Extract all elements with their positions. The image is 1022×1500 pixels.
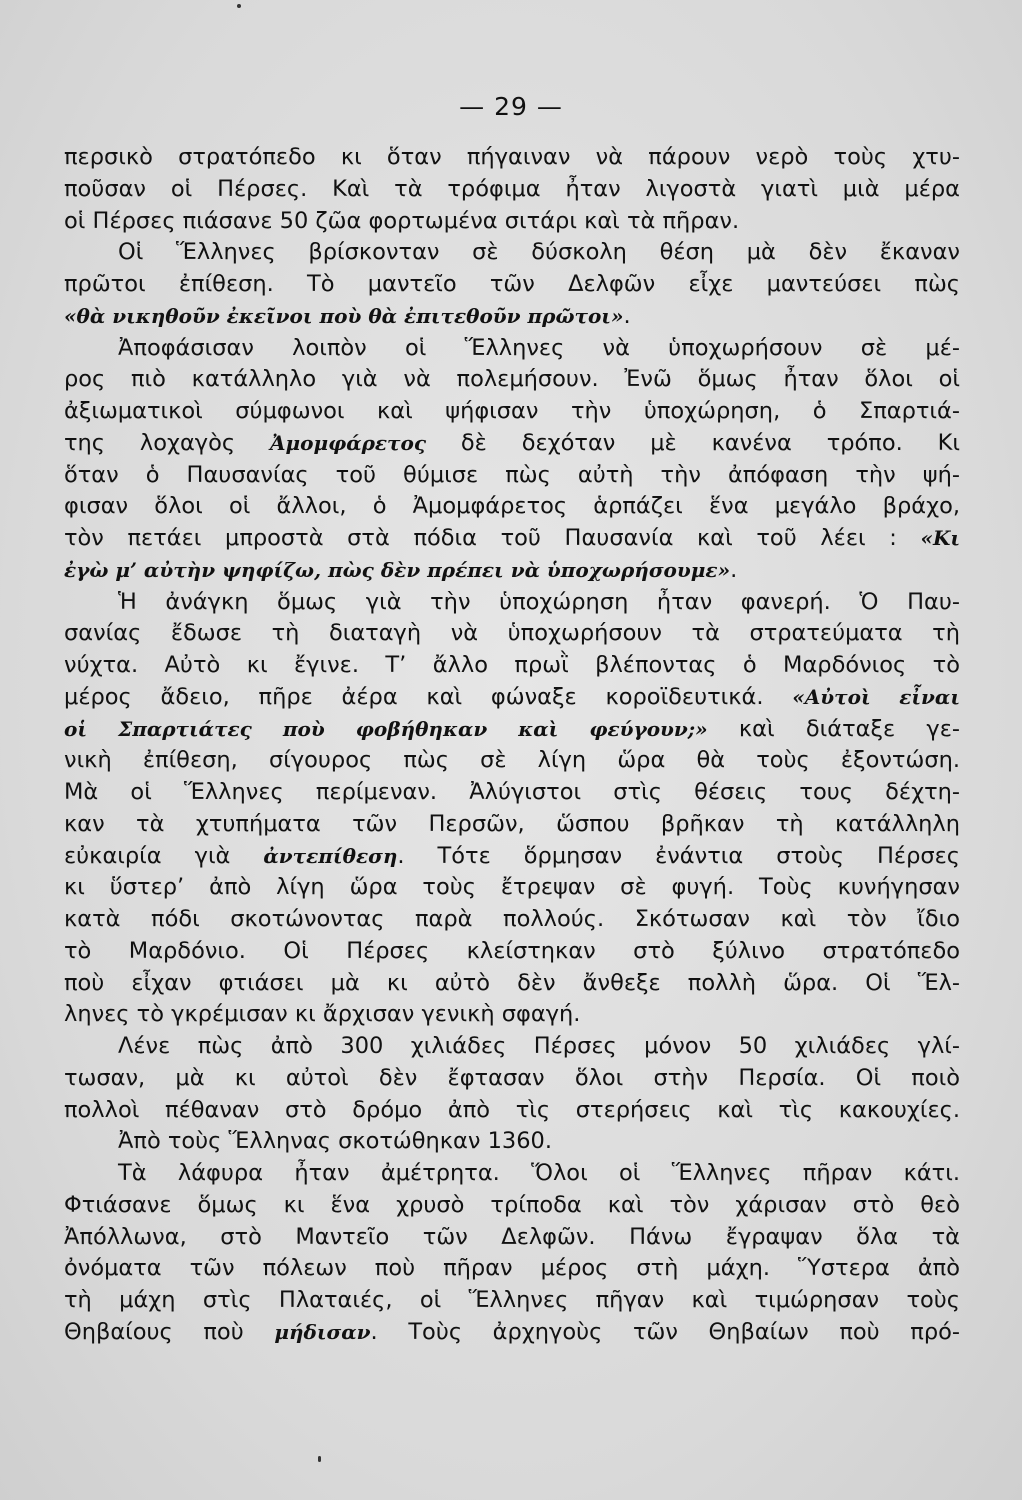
paper-speck [318,1456,321,1462]
text-line [64,428,960,460]
text-line: ποῦσαν οἱ Πέρσες. Καὶ τὰ τρόφιμα ἦταν λιγοστὰ γιατὶ μιὰ μέρα [64,175,960,202]
text-segment: . Τότε ὅρμησαν ἐνάντια στοὺς Πέρσες [397,842,960,869]
text-line [64,714,960,746]
text-line: πρῶτοι ἐπίθεση. Τὸ μαντεῖο τῶν Δελφῶν εἶχε μαντεύσει πὼς [64,271,960,297]
text-line: τὸ Μαρδόνιο. Οἱ Πέρσες κλείστηκαν στὸ ξύλινο στρατόπεδο [64,937,960,964]
page-number: — 29 — [459,92,563,121]
text-line: τωσαν, μὰ κι αὐτοὶ δὲν ἔφτασαν ὅλοι στὴν Περσία. Οἱ ποιὸ [64,1064,960,1091]
text-line: Ἀποφάσισαν λοιπὸν οἱ Ἕλληνες νὰ ὑποχωρήσουν σὲ μέ- [118,334,960,361]
text-line: κι ὕστερ’ ἀπὸ λίγη ὥρα τοὺς ἔτρεψαν σὲ φυγή. Τοὺς κυνήγησαν [64,874,960,901]
emphasized-text: μήδισαν [274,1319,371,1344]
text-segment: καὶ διάταξε γε- [707,715,960,742]
text-line: Ἀπὸ τοὺς Ἕλληνας σκοτώθηκαν 1360. [118,1128,552,1155]
text-line: Φτιάσανε ὅμως κι ἕνα χρυσὸ τρίποδα καὶ τὸν χάρισαν στὸ θεὸ [64,1191,960,1218]
text-line: Οἱ Ἕλληνες βρίσκονταν σὲ δύσκολη θέση μὰ δὲν ἔκαναν [118,239,960,266]
text-line [64,841,960,873]
text-line [64,682,960,714]
emphasized-text: ἀντεπίθεση [263,843,398,868]
text-line: Ἀπόλλωνα, στὸ Μαντεῖο τῶν Δελφῶν. Πάνω ἔγραψαν ὅλα τὰ [64,1223,960,1250]
text-segment: . [623,302,631,329]
text-segment: δὲ δεχόταν μὲ κανένα τρόπο. Κι [426,429,960,456]
text-line: ὅταν ὁ Παυσανίας τοῦ θύμισε πὼς αὐτὴ τὴν ἀπόφαση τὴν ψή- [64,461,960,488]
emphasized-text: οἱ Σπαρτιάτες ποὺ φοβήθηκαν καὶ φεύγουν;» [64,716,708,741]
text-line: ρος πιὸ κατάλληλο γιὰ νὰ πολεμήσουν. Ἐνῶ ὅμως ἦταν ὅλοι οἱ [64,366,960,393]
text-line [64,523,960,555]
text-segment: . [730,556,738,583]
text-line: σανίας ἔδωσε τὴ διαταγὴ νὰ ὑποχωρήσουν τὰ στρατεύματα τὴ [64,620,960,647]
text-line: οἱ Πέρσες πιάσανε 50 ζῶα φορτωμένα σιτάρι καὶ τὰ πῆραν. [64,207,740,234]
text-line: πολλοὶ πέθαναν στὸ δρόμο ἀπὸ τὶς στερήσεις καὶ τὶς κακουχίες. [64,1096,960,1123]
emphasized-text: «θὰ νικηθοῦν ἐκεῖνοι ποὺ θὰ ἐπιτεθοῦν πρῶτοι» [64,303,624,328]
text-line: περσικὸ στρατόπεδο κι ὅταν πήγαιναν νὰ πάρουν νερὸ τοὺς χτυ- [64,144,960,170]
paper-speck [237,4,241,8]
text-line: τὴ μάχη στὶς Πλαταιές, οἱ Ἕλληνες πῆγαν καὶ τιμώρησαν τοὺς [64,1287,960,1313]
text-line [64,555,960,587]
text-segment: εὐκαιρία γιὰ [64,842,264,869]
emphasized-text: «Αὐτοὶ εἶναι [792,684,960,709]
text-line [64,1317,960,1349]
text-line: ἀξιωματικοὶ σύμφωνοι καὶ ψήφισαν τὴν ὑποχώρηση, ὁ Σπαρτιά- [64,398,960,424]
emphasized-text: Ἀμομφάρετος [269,430,427,455]
text-line: κατὰ πόδι σκοτώνοντας παρὰ πολλούς. Σκότωσαν καὶ τὸν ἴδιο [64,906,960,932]
text-line: νύχτα. Αὐτὸ κι ἔγινε. Τ’ ἄλλο πρωῒ βλέποντας ὁ Μαρδόνιος τὸ [64,652,960,678]
text-line: ληνες τὸ γκρέμισαν κι ἄρχισαν γενικὴ σφαγή. [64,1001,581,1028]
text-line: νικὴ ἐπίθεση, σίγουρος πὼς σὲ λίγη ὥρα θὰ τοὺς ἐξοντώση. [64,747,960,774]
text-segment: της λοχαγὸς [64,429,270,456]
text-line: Μὰ οἱ Ἕλληνες περίμεναν. Ἀλύγιστοι στὶς θέσεις τους δέχτη- [64,779,960,805]
text-line: φισαν ὅλοι οἱ ἄλλοι, ὁ Ἀμομφάρετος ἁρπάζει ἕνα μεγάλο βράχο, [64,493,960,520]
text-line: ποὺ εἶχαν φτιάσει μὰ κι αὐτὸ δὲν ἄνθεξε πολλὴ ὥρα. Οἱ Ἕλ- [64,969,960,996]
text-line [64,301,960,333]
text-segment: . Τοὺς ἀρχηγοὺς τῶν Θηβαίων ποὺ πρό- [370,1318,960,1345]
text-segment: μέρος ἄδειο, πῆρε ἀέρα καὶ φώναξε κοροϊδευτικά. [64,683,793,710]
emphasized-text: ἐγὼ μ’ αὐτὴν ψηφίζω, πὼς δὲν πρέπει νὰ ὑποχωρήσουμε» [64,557,731,582]
emphasized-text: «Κι [920,526,960,550]
text-line: Τὰ λάφυρα ἦταν ἀμέτρητα. Ὅλοι οἱ Ἕλληνες πῆραν κάτι. [118,1160,960,1186]
text-line: καν τὰ χτυπήματα τῶν Περσῶν, ὥσπου βρῆκαν τὴ κατάλληλη [64,810,960,837]
text-segment: Θηβαίους ποὺ [64,1318,275,1345]
text-line: ὀνόματα τῶν πόλεων ποὺ πῆραν μέρος στὴ μάχη. Ὕστερα ἀπὸ [64,1255,960,1282]
text-segment: τὸν πετάει μπροστὰ στὰ πόδια τοῦ Παυσανία καὶ τοῦ λέει : [64,525,921,551]
text-line: Λένε πὼς ἀπὸ 300 χιλιάδες Πέρσες μόνον 50 χιλιάδες γλί- [118,1033,960,1059]
text-line: Ἡ ἀνάγκη ὅμως γιὰ τὴν ὑποχώρηση ἦταν φανερή. Ὁ Παυ- [118,588,960,615]
body-text [64,142,960,1349]
